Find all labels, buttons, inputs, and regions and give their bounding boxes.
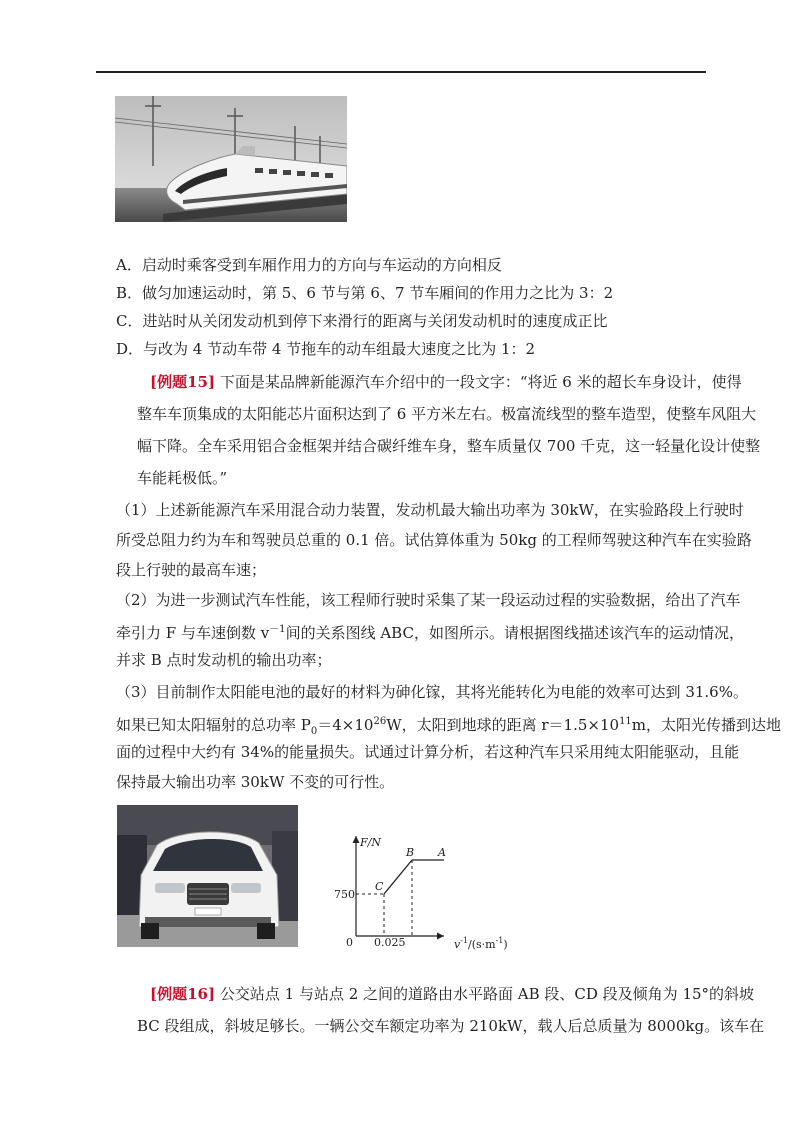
- example15-q1-line: 段上行驶的最高车速；: [116, 561, 267, 579]
- point-b-label: B: [406, 846, 415, 859]
- example15-intro-line: 幅下降。全车采用铝合金框架并结合碳纤维车身，整车质量仅 700 千克，这一轻量化设计使整: [137, 437, 761, 455]
- option-b: B．做匀加速运动时，第 5、6 节与第 6、7 节车厢间的作用力之比为 3：2: [116, 284, 614, 302]
- option-a: A．启动时乘客受到车厢作用力的方向与车运动的方向相反: [116, 256, 502, 274]
- example15-q2-line2: 牵引力 F 与车速倒数 $v^{-1}$间的关系图线 ABC，如图所示。请根据图线描述该汽车的运动情况，: [116, 624, 744, 642]
- example15-first-line: [150, 372, 742, 392]
- x-axis-label: $v^{-1}/(s\cdot m^{-1})$: [454, 936, 508, 951]
- example16-tag: [例题16]: [150, 985, 216, 1003]
- option-d: D．与改为 4 节动车带 4 节拖车的动车组最大速度之比为 1：2: [116, 340, 536, 358]
- y-tick-label: 750: [334, 888, 355, 901]
- force-velocity-graph: [330, 830, 530, 955]
- y-axis-label: F/N: [360, 836, 381, 849]
- example15-q2-line: （2）为进一步测试汽车性能，该工程师行驶时采集了某一段运动过程的实验数据，给出了汽车: [116, 591, 741, 609]
- example15-q1-line: 所受总阻力约为车和驾驶员总重的 0.1 倍。试估算体重为 50kg 的工程师驾驶这种汽车在实验路: [116, 531, 752, 549]
- x-tick-label: 0.025: [374, 936, 406, 949]
- example15-q3-line: （3）目前制作太阳能电池的最好的材料为砷化镓，其将光能转化为电能的效率可达到 31.6%。: [116, 683, 748, 701]
- point-a-label: A: [438, 846, 446, 859]
- car-photo: [117, 805, 298, 947]
- segment-bc: [384, 860, 412, 894]
- example15-q2-line: 并求 B 点时发动机的输出功率；: [116, 651, 332, 669]
- example15-intro-line: 整车车顶集成的太阳能芯片面积达到了 6 平方米左右。极富流线型的整车造型，使整车风阻大: [137, 405, 757, 423]
- example15-q3-line: 保持最大输出功率 30kW 不变的可行性。: [116, 773, 395, 791]
- example16-line: 公交站点 1 与站点 2 之间的道路由水平路面 AB 段、CD 段及倾角为 15°的斜坡: [219, 985, 755, 1003]
- header-rule: [96, 71, 706, 73]
- option-c: C．进站时从关闭发动机到停下来滑行的距离与关闭发动机时的速度成正比: [116, 312, 608, 330]
- example15-tag: [例题15]: [150, 373, 216, 391]
- train-photo: [115, 96, 347, 222]
- origin-label: 0: [346, 936, 353, 949]
- example16-first-line: [150, 984, 754, 1004]
- example15-intro-line: 下面是某品牌新能源汽车介绍中的一段文字：“将近 6 米的超长车身设计，使得: [219, 373, 742, 391]
- example16-line: BC 段组成，斜坡足够长。一辆公交车额定功率为 210kW，载人后总质量为 8000kg。该车在: [137, 1017, 765, 1035]
- example15-q3-line2: 如果已知太阳辐射的总功率 $P_0=4\times 10^{26}W$，太阳到地球的距离 $r=1.5\times 10^{11}m$，太阳光传播到达地: [116, 716, 782, 737]
- point-c-label: C: [375, 880, 384, 893]
- example15-q1-line: （1）上述新能源汽车采用混合动力装置，发动机最大输出功率为 30kW，在实验路段上行驶时: [116, 501, 744, 519]
- example15-q3-line: 面的过程中大约有 34%的能量损失。试通过计算分析，若这种汽车只采用纯太阳能驱动，且能: [116, 743, 740, 761]
- example15-intro-line: 车能耗极低。”: [137, 469, 228, 487]
